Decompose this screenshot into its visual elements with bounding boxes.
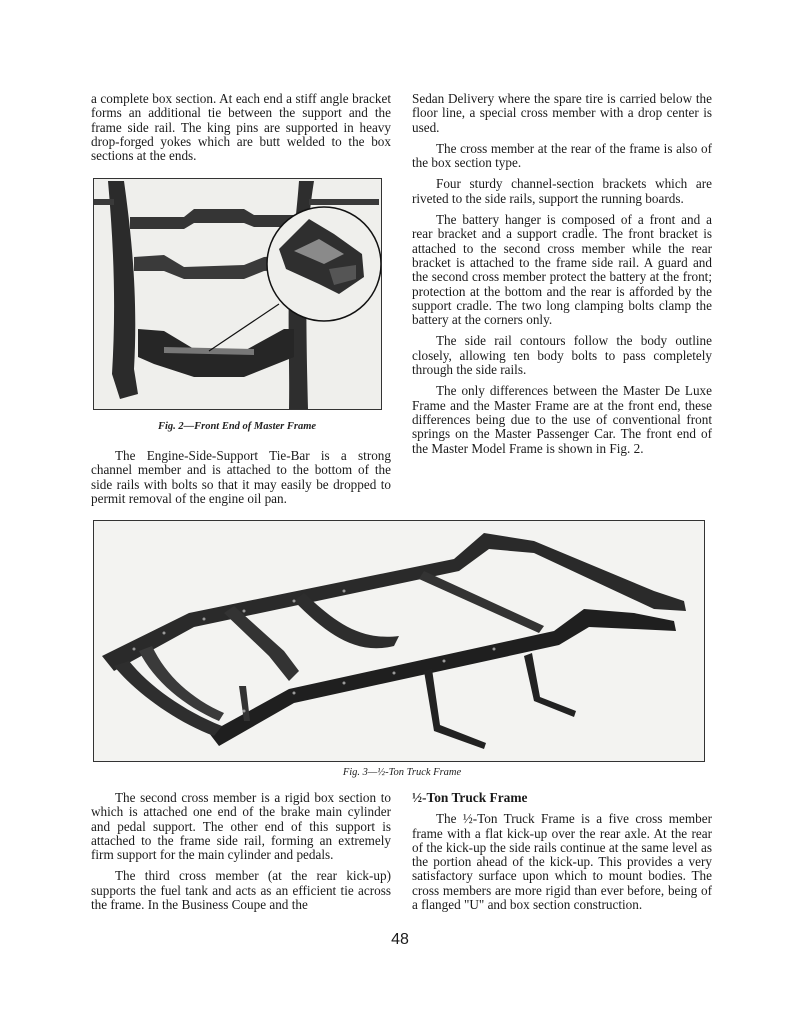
figure-3-caption: Fig. 3—½-Ton Truck Frame xyxy=(342,767,462,778)
text-column-bottom-left xyxy=(91,791,391,919)
page-number: 48 xyxy=(391,931,409,948)
paragraph: The second cross member is a rigid box section to which is attached one end of the brake main cylinder and pedal support. The other end of this support is attached to the frame side rail, forming an extremely firm support for the main cylinder and pedals. xyxy=(91,790,391,863)
paragraph: The Engine-Side-Support Tie-Bar is a strong channel member and is attached to the bottom of the side rails with bolts so that it may easily be dropped to permit removal of the engine oil pan. xyxy=(91,448,391,506)
paragraph: Four sturdy channel-section brackets which are riveted to the side rails, support the running boards. xyxy=(412,176,712,206)
frame-front-end-photo xyxy=(94,179,381,409)
paragraph: The battery hanger is composed of a front and a rear bracket and a support cradle. The front bracket is attached to the second cross member while the rear bracket is attached to the frame side rail. A guard and the second cross member protect the battery at the front; protection at the bottom and the rear is afforded by the support cradle. The two long clamping bolts clamp the battery at the corners only. xyxy=(412,212,712,328)
paragraph: The side rail contours follow the body outline closely, allowing ten body bolts to pass completely through the side rails. xyxy=(412,333,712,378)
text-column-bottom-right xyxy=(412,791,712,919)
paragraph: The cross member at the rear of the frame is also of the box section type. xyxy=(412,140,712,171)
paragraph: a complete box section. At each end a stiff angle bracket forms an additional tie between the support and the frame side rail. The king pins are supported in heavy drop-forged yokes which are butt welded to the box sections at the ends. xyxy=(91,91,391,164)
section-heading: ½-Ton Truck Frame xyxy=(412,790,528,805)
paragraph: Sedan Delivery where the spare tire is carried below the floor line, a special cross member with a drop center is used. xyxy=(412,91,712,135)
text-column-top-left xyxy=(91,92,391,170)
text-column-mid-left xyxy=(91,449,391,513)
figure-half-ton-truck-frame xyxy=(93,520,705,762)
paragraph: The ½-Ton Truck Frame is a five cross member frame with a flat kick-up over the rear axle. At the rear of the kick-up the side rails continue at the same level as the portion ahead of the kick-up. This provides a very satisfactory surface upon which to mount bodies. The cross members are more rigid than ever before, being of a flanged "U" and box section construction. xyxy=(412,811,712,913)
figure-front-end-master-frame xyxy=(93,178,382,410)
truck-frame-photo xyxy=(94,521,704,761)
paragraph: The only differences between the Master De Luxe Frame and the Master Frame are at the front end, these differences being due to the use of conventional front springs on the Master Passenger Car. The front end of the Master Model Frame is shown in Fig. 2. xyxy=(412,383,712,456)
paragraph: The third cross member (at the rear kick-up) supports the fuel tank and acts as an efficient tie across the frame. In the Business Coupe and the xyxy=(91,868,391,913)
text-column-top-right xyxy=(412,92,712,463)
figure-2-caption: Fig. 2—Front End of Master Frame xyxy=(157,421,317,432)
